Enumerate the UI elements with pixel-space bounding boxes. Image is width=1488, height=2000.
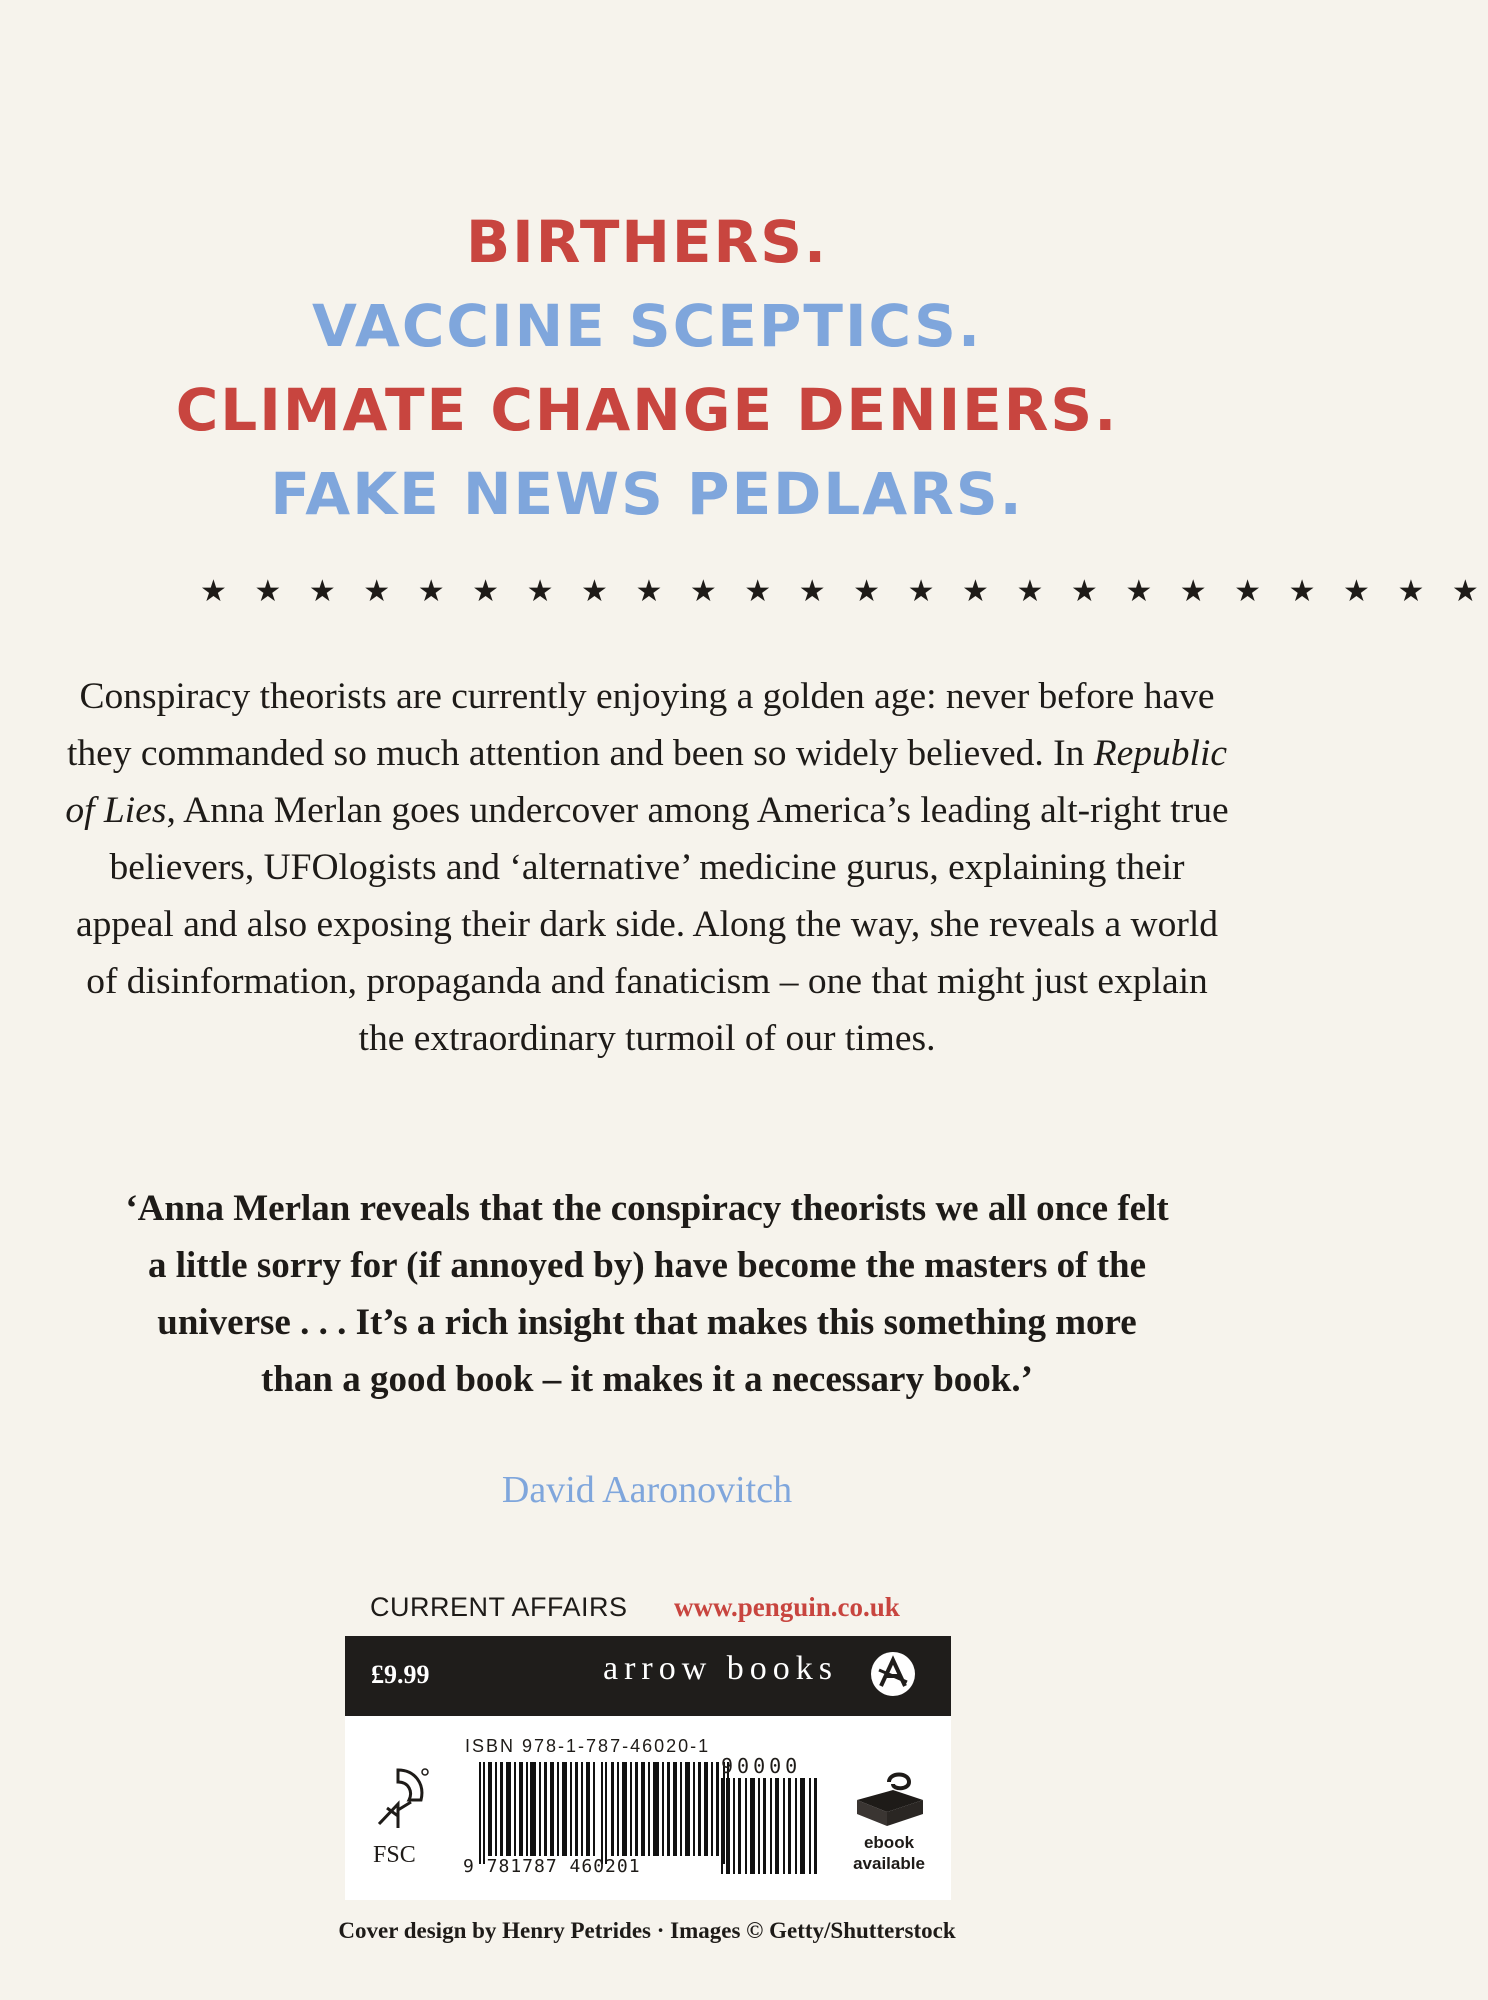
- headline-block: [0, 200, 1294, 536]
- ebook-label-line1: ebook: [863, 1833, 915, 1852]
- publisher-website: www.penguin.co.uk: [674, 1592, 900, 1622]
- star-divider: ★ ★ ★ ★ ★ ★ ★ ★ ★ ★ ★ ★ ★ ★ ★ ★ ★ ★ ★ ★ ★ ★ ★ ★: [200, 574, 1488, 609]
- isbn-barcode: [479, 1762, 731, 1864]
- review-author: David Aaronovitch: [501, 1469, 793, 1511]
- category-label: CURRENT AFFAIRS: [370, 1592, 628, 1622]
- blurb-paragraph: [60, 668, 1234, 1067]
- ebook-icon: [849, 1770, 929, 1832]
- fsc-tree-icon: [365, 1764, 431, 1834]
- fsc-label: FSC: [373, 1842, 416, 1868]
- headline-birthers: BIRTHERS.: [465, 208, 829, 276]
- headline-climate-change-deniers: CLIMATE CHANGE DENIERS.: [175, 376, 1119, 444]
- cover-credit: Cover design by Henry Petrides · Images © Getty/Shutterstock: [338, 1918, 956, 1943]
- review-quote: ‘Anna Merlan reveals that the conspiracy theorists we all once felt a little sorry for (if annoyed by) have become the masters of the universe . . . It’s a rich insight that makes this something more than a good book – it makes it a necessary book.’: [125, 1188, 1169, 1400]
- price-addon-digits: 90000: [721, 1754, 802, 1778]
- book-title: Republic of Lies: [65, 733, 1228, 831]
- blurb-text-end: , Anna Merlan goes undercover among America’s leading alt-right true believers, UFOlogists and ‘alternative’ medicine gurus, explaining their appeal and also exposing their dark side. Along the way, she reveals a world of disinformation, propaganda and fanaticism – one that might just explain the extraordinary turmoil of our times.: [75, 790, 1229, 1059]
- price: £9.99: [371, 1660, 430, 1689]
- publisher-bar: [345, 1636, 951, 1716]
- barcode-digits: 9 781787 460201: [463, 1856, 641, 1877]
- ebook-label-line2: available: [853, 1854, 925, 1873]
- ebook-available-label: [837, 1832, 941, 1874]
- price-addon-barcode: [721, 1778, 819, 1874]
- barcode-panel: [345, 1716, 951, 1900]
- imprint-name: arrow books: [603, 1650, 839, 1687]
- blurb-text-start: Conspiracy theorists are currently enjoying a golden age: never before have they commanded so much attention and been so widely believed. In: [66, 676, 1215, 774]
- isbn-number: ISBN 978-1-787-46020-1: [465, 1736, 711, 1756]
- headline-vaccine-sceptics: VACCINE SCEPTICS.: [312, 292, 982, 360]
- arrow-books-logo-icon: [869, 1650, 917, 1698]
- headline-fake-news-pedlars: FAKE NEWS PEDLARS.: [270, 460, 1024, 528]
